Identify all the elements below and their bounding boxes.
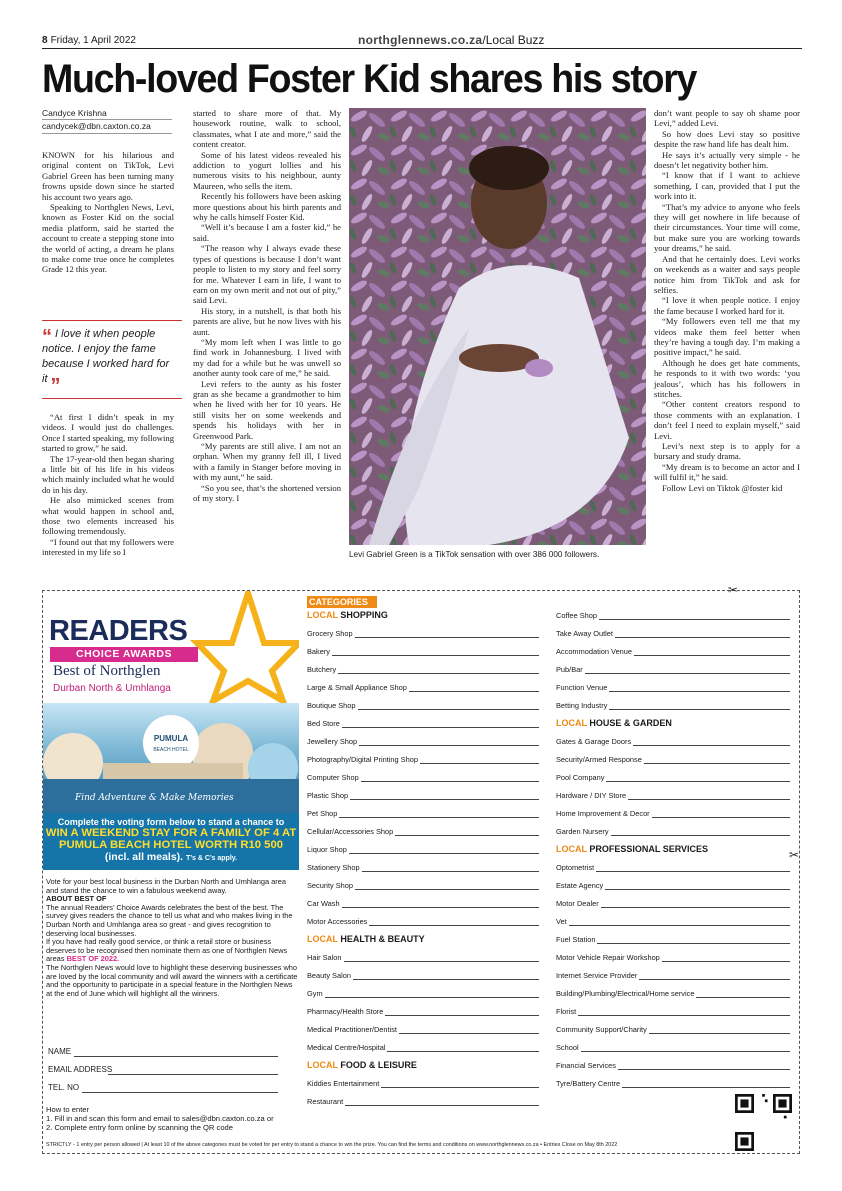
header-rule xyxy=(42,48,802,49)
category-entry[interactable] xyxy=(307,790,539,802)
name-line[interactable] xyxy=(74,1056,278,1057)
category-label: Hardware / DIY Store xyxy=(556,791,627,800)
category-entry[interactable] xyxy=(307,664,539,676)
article-paragraph: KNOWN for his hilarious and original content on TikTok, Levi Gabriel Green has been turning many frowns upside down since he started his account two years ago. xyxy=(42,150,174,202)
scissors-icon: ✂ xyxy=(789,848,800,862)
scissors-icon: ✂ xyxy=(728,583,739,597)
category-label: Pet Shop xyxy=(307,809,338,818)
category-entry[interactable] xyxy=(307,952,539,964)
category-label: Financial Services xyxy=(556,1061,616,1070)
category-entry[interactable] xyxy=(556,1024,790,1036)
category-label: Medical Practitioner/Dentist xyxy=(307,1025,397,1034)
category-entry[interactable] xyxy=(307,916,539,928)
local-label: LOCAL xyxy=(307,1060,341,1070)
group-name: HOUSE & GARDEN xyxy=(589,718,672,728)
photo-illustration xyxy=(349,108,646,545)
about-title: ABOUT BEST OF xyxy=(46,894,107,904)
open-quote-icon: “ xyxy=(42,326,52,348)
page-number: 8 xyxy=(42,35,48,46)
article-paragraph: “I love it when people notice. I enjoy the fame because I worked hard for it. xyxy=(654,295,800,316)
article-paragraph: started to share more of that. My housework routine, walk to school, classmates, what I ate and more,” said the content creator. xyxy=(193,108,341,150)
category-label: Hair Salon xyxy=(307,953,342,962)
prize-intro: Complete the voting form below to stand a chance to xyxy=(57,817,285,827)
category-label: Bakery xyxy=(307,647,331,656)
prize-advert xyxy=(43,591,299,870)
category-entry[interactable] xyxy=(307,628,539,640)
category-group-heading xyxy=(556,718,672,728)
category-group-heading xyxy=(307,934,425,944)
article-paragraph: The 17-year-old then began sharing a little bit of his life in his videos which mainly included what he would do in his day. xyxy=(42,453,174,495)
headline: Much-loved Foster Kid shares his story xyxy=(42,57,697,101)
article-paragraph: “Well it’s because I am a foster kid,” he said. xyxy=(193,222,341,243)
article-paragraph: “So you see, that’s the shortened version of my story. I xyxy=(193,482,341,504)
about-text: The annual Readers’ Choice Awards celebrates the best of the best. The survey gives readers the chance to tell us what and who makes living in the Durban North and Umhlanga area so great - and gives recognition to deserving local businesses. xyxy=(46,902,293,938)
category-group-heading xyxy=(307,610,388,620)
category-entry[interactable] xyxy=(307,1078,539,1090)
pull-quote xyxy=(42,320,182,399)
local-label: LOCAL xyxy=(307,610,341,620)
category-entry[interactable] xyxy=(556,880,790,892)
category-entry[interactable] xyxy=(556,916,790,928)
fine-print: STRICTLY - 1 entry per person allowed | At least 10 of the above categories must be voted for per entry to stand a chance to win the prize. You can find the terms and conditions on www.northglennews.co.za • Entries Close on May 8th 2022 xyxy=(46,1142,618,1148)
page-info xyxy=(42,35,136,46)
article-paragraph: “I found out that my followers were interested in my life so I xyxy=(42,536,174,558)
article-paragraph: Levi refers to the aunty as his foster gran as she became a grandmother to him when he lived with her for 10 years. He still visits her on some weekends and spends his holidays with her in Greenwood Park. xyxy=(193,378,341,441)
category-entry[interactable] xyxy=(556,628,790,640)
category-entry[interactable] xyxy=(307,898,539,910)
category-entry[interactable] xyxy=(556,952,790,964)
local-label: LOCAL xyxy=(307,934,341,944)
how-to-enter xyxy=(46,1106,296,1132)
category-label: Motor Vehicle Repair Workshop xyxy=(556,953,660,962)
article-paragraph: “That’s my advice to anyone who feels they will get nowhere in life because of their circumstances. Your time will come, but make sure you are working towards your dreams,” he said. xyxy=(654,201,800,254)
category-entry[interactable] xyxy=(307,844,539,856)
category-label: Security Shop xyxy=(307,881,354,890)
article-paragraph: Levi’s next step is to apply for a bursary and study drama. xyxy=(654,441,800,462)
categories-title: CATEGORIES xyxy=(307,596,377,608)
close-quote-icon: ” xyxy=(50,375,61,397)
prize-line-1: WIN A WEEKEND STAY FOR A FAMILY OF 4 AT xyxy=(45,827,297,839)
site-section xyxy=(358,33,544,47)
category-label: Computer Shop xyxy=(307,773,359,782)
category-label: Estate Agency xyxy=(556,881,604,890)
category-label: Function Venue xyxy=(556,683,608,692)
prize-line-3 xyxy=(43,851,299,863)
category-label: Tyre/Battery Centre xyxy=(556,1079,621,1088)
category-label: Motor Dealer xyxy=(556,899,599,908)
category-entry[interactable] xyxy=(307,718,539,730)
article-paragraph: “My followers even tell me that my videos make them feel better when they’re having a tough day. I’m making a positive impact,” he said. xyxy=(654,316,800,358)
category-entry[interactable] xyxy=(556,1006,790,1018)
category-label: Boutique Shop xyxy=(307,701,356,710)
form-intro xyxy=(46,878,298,998)
category-label: Coffee Shop xyxy=(556,611,597,620)
category-label: Building/Plumbing/Electrical/Home service xyxy=(556,989,695,998)
article-paragraph: “My dream is to become an actor and I will fulfil it,” he said. xyxy=(654,461,800,483)
category-label: Liquor Shop xyxy=(307,845,347,854)
category-entry[interactable] xyxy=(307,736,539,748)
article-column-4 xyxy=(654,108,800,493)
category-entry[interactable] xyxy=(307,862,539,874)
nominate-body: If you have had really good service, or think a retail store or business deserves to be recognised then nominate them as one of Northglen News areas xyxy=(46,937,288,964)
category-entry[interactable] xyxy=(307,1024,539,1036)
category-label: Butchery xyxy=(307,665,337,674)
category-label: Jewellery Shop xyxy=(307,737,358,746)
readers-title: READERS xyxy=(49,615,188,647)
category-label: Cellular/Accessories Shop xyxy=(307,827,394,836)
category-label: Car Wash xyxy=(307,899,340,908)
local-label: LOCAL xyxy=(556,844,590,854)
category-label: Florist xyxy=(556,1007,577,1016)
answer-line[interactable] xyxy=(307,997,539,998)
category-label: Plastic Shop xyxy=(307,791,349,800)
how-to-step-2: 2. Complete entry form online by scanning the QR code xyxy=(46,1122,233,1132)
category-entry[interactable] xyxy=(556,736,790,748)
category-entry[interactable] xyxy=(556,646,790,658)
group-name: SHOPPING xyxy=(340,610,388,620)
how-to-title: How to enter xyxy=(46,1105,90,1114)
email-field[interactable] xyxy=(48,1065,278,1074)
author-name: Candyce Krishna xyxy=(42,108,107,118)
article-column-1a xyxy=(42,150,174,275)
category-label: Fuel Station xyxy=(556,935,596,944)
category-entry[interactable] xyxy=(307,1042,539,1054)
article-paragraph: His story, in a nutshell, is that both his parents are alive, but he now lives with his aunt. xyxy=(193,305,341,337)
category-label: Betting Industry xyxy=(556,701,608,710)
area-label: Durban North & Umhlanga xyxy=(53,683,171,694)
winners-text: The Northglen News would love to highlight these deserving businesses who are loved by the local community and will award the winners with a certificate and the opportunity to participate in a special feature in the Northglen News at the end of June which will highlight all the winners. xyxy=(46,962,298,998)
category-entry[interactable] xyxy=(307,682,539,694)
awards-logo xyxy=(43,591,299,703)
category-label: Stationery Shop xyxy=(307,863,360,872)
group-name: FOOD & LEISURE xyxy=(340,1060,417,1070)
category-label: Security/Armed Response xyxy=(556,755,642,764)
category-entry[interactable] xyxy=(556,862,790,874)
prize-banner xyxy=(43,813,299,870)
category-label: Pharmacy/Health Store xyxy=(307,1007,384,1016)
category-label: Large & Small Appliance Shop xyxy=(307,683,407,692)
category-entry[interactable] xyxy=(307,700,539,712)
category-entry[interactable] xyxy=(556,772,790,784)
category-entry[interactable] xyxy=(556,754,790,766)
category-label: Restaurant xyxy=(307,1097,344,1106)
category-entry[interactable] xyxy=(307,1006,539,1018)
category-entry[interactable] xyxy=(307,1096,539,1108)
category-entry[interactable] xyxy=(307,772,539,784)
category-entry[interactable] xyxy=(556,700,790,712)
article-paragraph: He says it’s actually very simple - he doesn’t let negativity bother him. xyxy=(654,149,800,171)
article-paragraph: So how does Levi stay so positive despite the raw hand life has dealt him. xyxy=(654,128,800,150)
category-label: Pub/Bar xyxy=(556,665,583,674)
category-label: Home Improvement & Decor xyxy=(556,809,650,818)
category-entry[interactable] xyxy=(307,988,539,1000)
answer-line[interactable] xyxy=(556,925,790,926)
name-field[interactable] xyxy=(48,1047,278,1056)
email-line[interactable] xyxy=(108,1074,278,1075)
category-group-heading xyxy=(556,844,708,854)
category-entry[interactable] xyxy=(556,970,790,982)
photo-caption: Levi Gabriel Green is a TikTok sensation with over 386 000 followers. xyxy=(349,550,600,559)
category-entry[interactable] xyxy=(307,880,539,892)
article-column-1b xyxy=(42,412,174,558)
article-paragraph: And that he certainly does. Levi works on weekends as a waiter and says people notice him from TikTok and ask for selfies. xyxy=(654,253,800,295)
email-label: EMAIL ADDRESS xyxy=(48,1065,113,1074)
category-entry[interactable] xyxy=(307,646,539,658)
best-of-2022: BEST OF 2022. xyxy=(66,954,120,964)
category-entry[interactable] xyxy=(556,790,790,802)
category-label: School xyxy=(556,1043,579,1052)
category-entry[interactable] xyxy=(556,682,790,694)
group-name: PROFESSIONAL SERVICES xyxy=(589,844,709,854)
article-photo xyxy=(349,108,646,545)
article-paragraph: don’t want people to say oh shame poor Levi,” added Levi. xyxy=(654,108,800,129)
category-entry[interactable] xyxy=(556,898,790,910)
tcs-text: T’s & C’s apply. xyxy=(186,855,238,862)
answer-line[interactable] xyxy=(307,673,539,674)
choice-awards-banner: CHOICE AWARDS xyxy=(50,647,198,662)
section-name: /Local Buzz xyxy=(482,33,545,47)
category-label: Gates & Garage Doors xyxy=(556,737,632,746)
category-label: Take Away Outlet xyxy=(556,629,613,638)
article-paragraph: Although he does get hate comments, he responds to it with two words: ‘you jealous’, which has his followers in stitches. xyxy=(654,357,800,399)
category-label: Pool Company xyxy=(556,773,605,782)
category-label: Gym xyxy=(307,989,323,998)
page-header xyxy=(42,34,802,50)
qr-code-icon[interactable] xyxy=(735,1094,792,1151)
local-label: LOCAL xyxy=(556,718,590,728)
category-entry[interactable] xyxy=(556,1042,790,1054)
category-label: Motor Accessories xyxy=(307,917,368,926)
category-entry[interactable] xyxy=(556,610,790,622)
svg-text:PUMULA: PUMULA xyxy=(153,734,189,743)
intro-text: Vote for your best local business in the Durban North and Umhlanga area and stand the chance to win a fabulous weekend away. xyxy=(46,877,286,895)
article-column-2 xyxy=(193,108,341,503)
article-paragraph: Recently his followers have been asking more questions about his birth parents and why he calls himself Foster Kid. xyxy=(193,191,341,223)
best-of-label: Best of Northglen xyxy=(53,663,161,679)
group-name: HEALTH & BEAUTY xyxy=(340,934,425,944)
article-paragraph: Some of his latest videos revealed his addiction to yogurt lollies and his numerous visits to his neighbour, aunty Maureen, who sells the item. xyxy=(193,149,341,191)
category-label: Internet Service Provider xyxy=(556,971,638,980)
article-paragraph: “My mom left when I was little to go find work in Johannesburg. I lived with my dad for a while but he was unwell so another aunty took care of me,” he said. xyxy=(193,336,341,379)
ad-tagline: Find Adventure & Make Memories xyxy=(75,793,234,803)
category-entry[interactable] xyxy=(556,664,790,676)
article-paragraph: “At first I didn’t speak in my videos. I would just do challenges. Once I started speaking, my following started to grow,” he said. xyxy=(42,412,174,454)
article-paragraph: Follow Levi on Tiktok @foster kid xyxy=(662,482,783,493)
category-label: Optometrist xyxy=(556,863,595,872)
pull-quote-text: I love it when people notice. I enjoy the fame because I worked hard for it xyxy=(42,328,170,385)
answer-line[interactable] xyxy=(556,673,790,674)
category-label: Bed Store xyxy=(307,719,340,728)
category-label: Community Support/Charity xyxy=(556,1025,647,1034)
category-label: Beauty Salon xyxy=(307,971,351,980)
article-paragraph: He also mimicked scenes from what would happen in school and, those two elements increased his following tremendously. xyxy=(42,495,174,537)
category-entry[interactable] xyxy=(307,970,539,982)
article-paragraph: “Other content creators respond to those comments with an explanation. I don’t feel I need to explain myself,” said Levi. xyxy=(654,399,800,441)
meals-text: (incl. all meals). xyxy=(104,851,184,863)
category-entry[interactable] xyxy=(556,826,790,838)
category-label: Photography/Digital Printing Shop xyxy=(307,755,418,764)
article-paragraph: “The reason why I always evade these types of questions is because I don’t want people to listen to my story and feel sorry for me. Whatever I earn in life, I want to earn on my own merit and not out of pity,” said Levi. xyxy=(193,243,341,306)
category-label: Accommodation Venue xyxy=(556,647,633,656)
category-label: Kiddies Entertainment xyxy=(307,1079,380,1088)
category-entry[interactable] xyxy=(307,808,539,820)
tel-label: TEL. NO xyxy=(48,1083,80,1092)
page-date: Friday, 1 April 2022 xyxy=(50,35,136,46)
site-name: northglennews.co.za xyxy=(358,33,483,47)
author-email[interactable]: candycek@dbn.caxton.co.za xyxy=(42,119,172,134)
prize-line-2: PUMULA BEACH HOTEL WORTH R10 500 xyxy=(58,839,284,851)
name-label: NAME xyxy=(48,1047,72,1056)
category-entry[interactable] xyxy=(556,1060,790,1072)
category-label: Grocery Shop xyxy=(307,629,353,638)
answer-line[interactable] xyxy=(556,1015,790,1016)
category-label: Garden Nursery xyxy=(556,827,609,836)
byline xyxy=(42,108,172,134)
how-to-step-1: 1. Fill in and scan this form and email to sales@dbn.caxton.co.za or xyxy=(46,1113,274,1123)
category-entry[interactable] xyxy=(556,934,790,946)
category-label: Medical Centre/Hospital xyxy=(307,1043,386,1052)
category-entry[interactable] xyxy=(556,808,790,820)
tel-field[interactable] xyxy=(48,1083,278,1092)
answer-line[interactable] xyxy=(307,817,539,818)
article-paragraph: Speaking to Northglen News, Levi, known as Foster Kid on the social media platform, said he started the account to create a stepping stone into the world of acting, a dream he plans to make come true once he completes Grade 12 this year. xyxy=(42,202,174,275)
answer-line[interactable] xyxy=(556,1051,790,1052)
svg-text:BEACH HOTEL: BEACH HOTEL xyxy=(153,747,189,753)
category-entry[interactable] xyxy=(556,988,790,1000)
tel-line[interactable] xyxy=(82,1092,278,1093)
answer-line[interactable] xyxy=(307,655,539,656)
category-entry[interactable] xyxy=(307,754,539,766)
article-paragraph: “My parents are still alive. I am not an orphan. When my granny fell ill, I lived with a family in Stanger before moving in with my aunt,” he said. xyxy=(193,441,341,483)
category-group-heading xyxy=(307,1060,417,1070)
category-entry[interactable] xyxy=(307,826,539,838)
nominate-text xyxy=(46,938,298,964)
category-label: Vet xyxy=(556,917,567,926)
category-entry[interactable] xyxy=(556,1078,790,1090)
article-paragraph: “I know that if I want to achieve something, I can, provided that I put the work into it. xyxy=(654,170,800,202)
